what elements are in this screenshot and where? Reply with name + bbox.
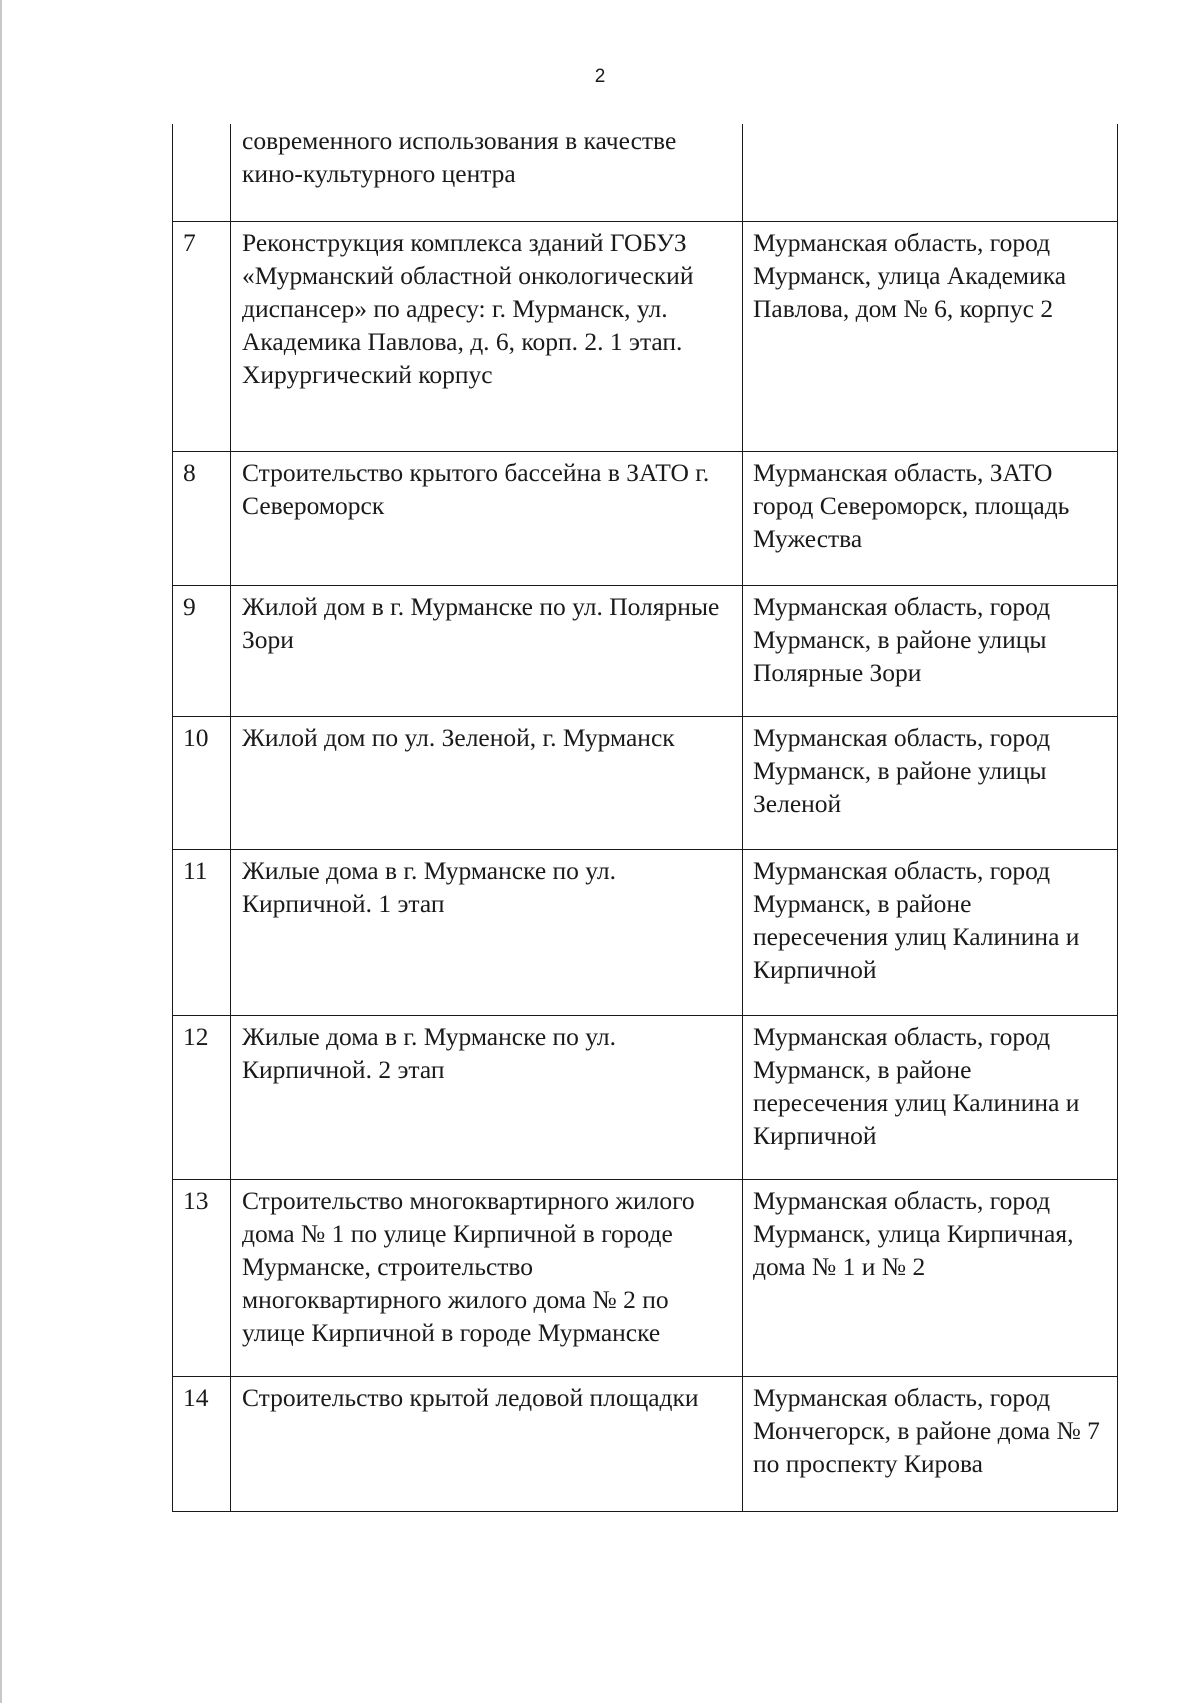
object-address: Мурманская область, город Мончегорск, в районе дома № 7 по проспекту Кирова [743,1376,1118,1511]
table-row [173,124,1118,221]
table-row [173,1179,1118,1376]
object-name: Реконструкция комплекса зданий ГОБУЗ «Мурманский областной онкологический диспансер» по адресу: г. Мурманск, ул. Академика Павлова, д. 6, корп. 2. 1 этап. Хирургический корпус [231,221,743,451]
table-row [173,585,1118,716]
page-number: 2 [594,66,606,87]
object-address: Мурманская область, город Мурманск, в районе пересечения улиц Калинина и Кирпичной [743,1015,1118,1179]
object-address: Мурманская область, ЗАТО город Североморск, площадь Мужества [743,451,1118,585]
row-number: 7 [173,221,231,451]
scan-edge [0,0,2,1703]
row-number: 10 [173,716,231,849]
object-name: Жилой дом в г. Мурманске по ул. Полярные Зори [231,585,743,716]
object-name: Жилой дом по ул. Зеленой, г. Мурманск [231,716,743,849]
table-row [173,451,1118,585]
row-number: 14 [173,1376,231,1511]
table-row [173,1015,1118,1179]
object-address [743,124,1118,221]
table-row [173,716,1118,849]
table-row [173,1376,1118,1511]
object-name: Строительство многоквартирного жилого дома № 1 по улице Кирпичной в городе Мурманске, строительство многоквартирного жилого дома № 2 по улице Кирпичной в городе Мурманске [231,1179,743,1376]
row-number: 8 [173,451,231,585]
row-number: 9 [173,585,231,716]
table-row [173,849,1118,1015]
object-name: Строительство крытой ледовой площадки [231,1376,743,1511]
object-name: Жилые дома в г. Мурманске по ул. Кирпичной. 2 этап [231,1015,743,1179]
object-name: современного использования в качестве кино-культурного центра [231,124,743,221]
object-name: Жилые дома в г. Мурманске по ул. Кирпичной. 1 этап [231,849,743,1015]
table-row [173,221,1118,451]
object-address: Мурманская область, город Мурманск, в районе пересечения улиц Калинина и Кирпичной [743,849,1118,1015]
object-address: Мурманская область, город Мурманск, улица Кирпичная, дома № 1 и № 2 [743,1179,1118,1376]
row-number: 11 [173,849,231,1015]
object-name: Строительство крытого бассейна в ЗАТО г. Североморск [231,451,743,585]
object-address: Мурманская область, город Мурманск, в районе улицы Полярные Зори [743,585,1118,716]
object-address: Мурманская область, город Мурманск, в районе улицы Зеленой [743,716,1118,849]
row-number: 13 [173,1179,231,1376]
objects-table [172,124,1118,1512]
object-address: Мурманская область, город Мурманск, улица Академика Павлова, дом № 6, корпус 2 [743,221,1118,451]
row-number: 12 [173,1015,231,1179]
row-number [173,124,231,221]
